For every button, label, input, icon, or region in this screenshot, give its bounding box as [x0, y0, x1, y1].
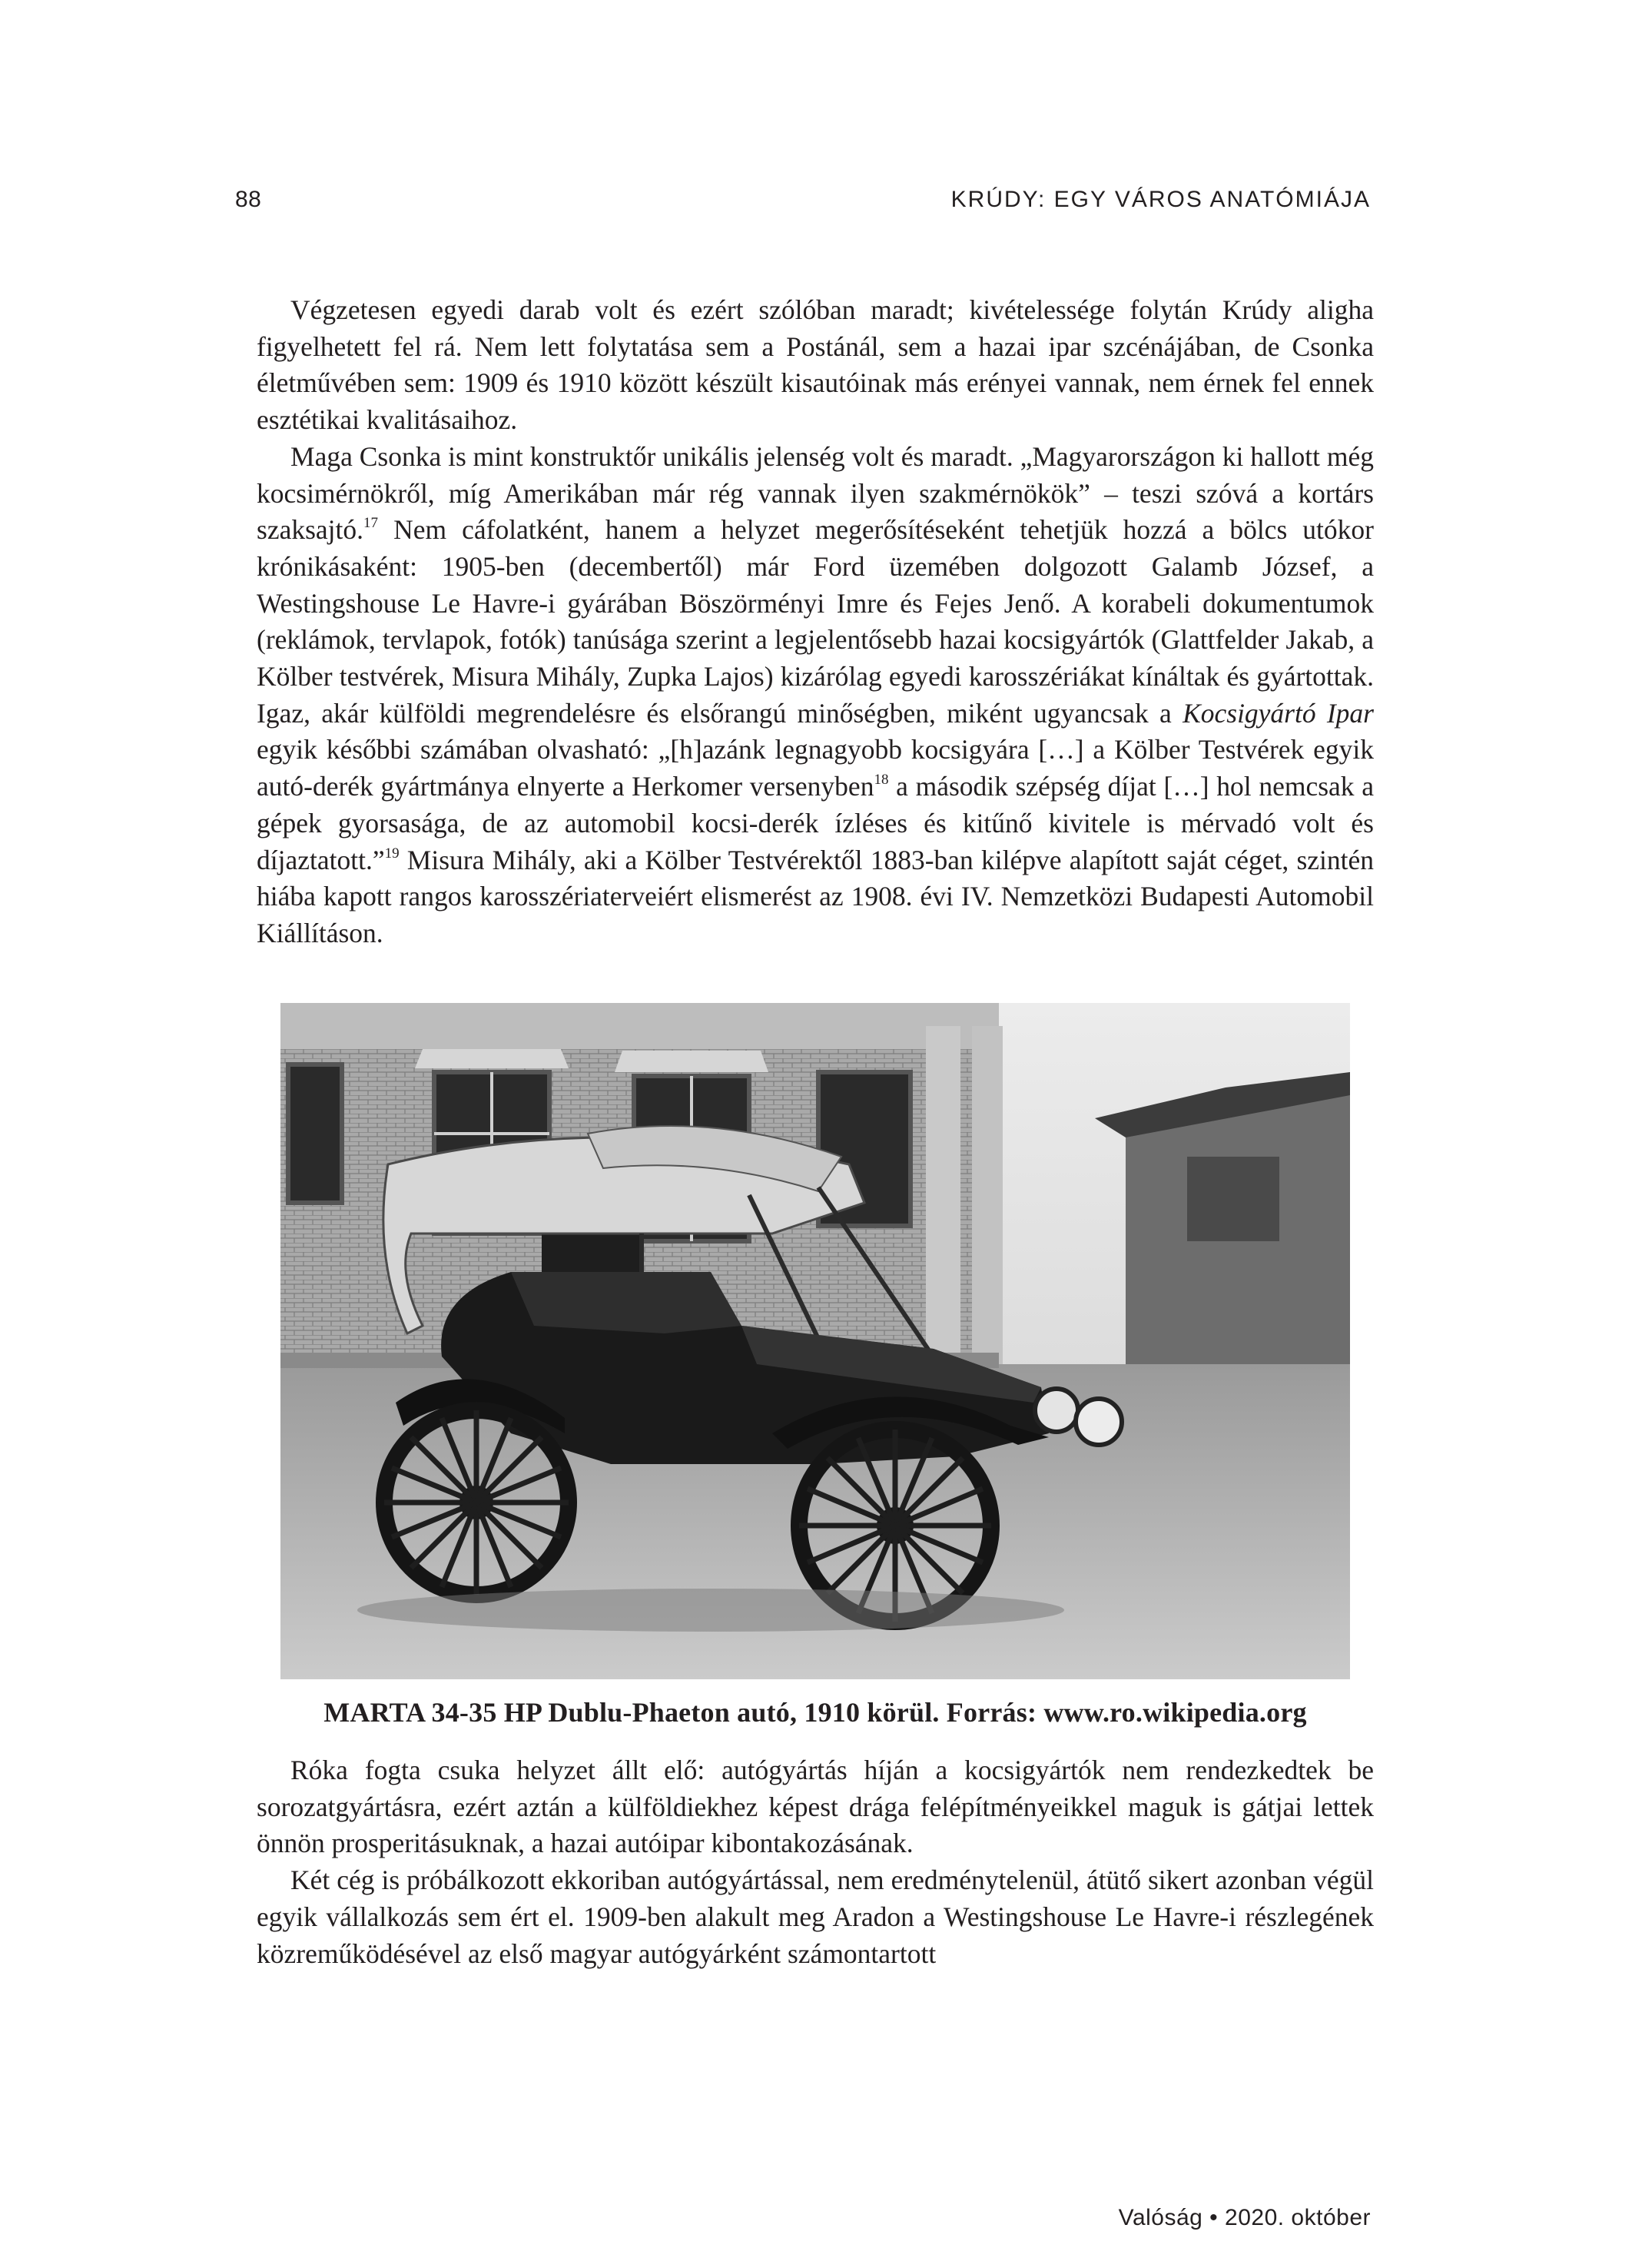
- paragraph-2-part-b: Nem cáfolatként, hanem a helyzet megerősítéseként tehetjük hozzá a bölcs utókor krónikásaként: 1905-ben (decembertől) már Ford üzemében dolgozott Galamb József, a Westingshouse Le Havre-i gyárában Böszörményi Imre és Fejes Jenő. A korabeli dokumentumok (reklámok, tervlapok, fotók) tanúsága szerint a legjelentősebb hazai kocsigyártók (Glattfelder Jakab, a Kölber testvérek, Misura Mihály, Zupka Lajos) kizárólag egyedi karosszériákat kínáltak és gyártottak. Igaz, akár külföldi megrendelésre és elsőrangú minőségben, miként ugyancsak a: [257, 514, 1374, 729]
- footer-journal-issue: Valóság • 2020. október: [1118, 2205, 1371, 2230]
- rear-wheel: [384, 1410, 569, 1595]
- journal-title-italic: Kocsigyártó Ipar: [1183, 697, 1374, 729]
- paragraph-1: Végzetesen egyedi darab volt és ezért szólóban maradt; kivételessége folytán Krúdy aligha figyelhetett fel rá. Nem lett folytatása sem a Postánál, sem a hazai ipar szcénájában, de Csonka életművében sem: 1909 és 1910 között készült kisautóinak más erényei vannak, nem érnek fel ennek esztétikai kvalitásaihoz.: [257, 294, 1374, 436]
- figure-caption: MARTA 34-35 HP Dublu-Phaeton autó, 1910 körül. Forrás: www.ro.wikipedia.org: [323, 1697, 1307, 1728]
- paragraph-4: Két cég is próbálkozott ekkoriban autógyártással, nem eredménytelenül, átütő sikert azonban végül egyik vállalkozás sem ért el. 1909-ben alakult meg Aradon a Westingshouse Le Havre-i részlegének közreműködésével az első magyar autógyárként számontartott: [257, 1865, 1374, 1969]
- page-number: 88: [235, 187, 262, 212]
- paragraph-2: [257, 439, 1374, 952]
- footnote-ref-18: 18: [874, 772, 889, 789]
- paragraph-2-part-e: Misura Mihály, aki a Kölber Testvérektől 1883-ban kilépve alapított saját céget, szintén hiába kapott rangos karosszériaterveiért elismerést az 1908. évi IV. Nemzetközi Budapesti Automobil Kiállításon.: [257, 844, 1374, 948]
- paragraph-2-part-c: egyik későbbi számában olvasható: „[h]azánk legnagyobb kocsigyára […] a Kölber Testvérek egyik autó-derék gyártmánya elnyerte a Herkomer versenyben: [257, 734, 1374, 802]
- body-text-top: [257, 292, 1374, 952]
- paragraph-3: Róka fogta csuka helyzet állt elő: autógyártás híján a kocsigyártók nem rendezkedtek be sorozatgyártásra, ezért aztán a külföldiekhez képest drága felépítményeikkel maguk is gátjai lettek önnön prosperitásuknak, a hazai autóipar kibontakozásának.: [257, 1755, 1374, 1859]
- footnote-ref-19: 19: [384, 845, 400, 862]
- running-title: KRÚDY: EGY VÁROS ANATÓMIÁJA: [950, 187, 1371, 212]
- paragraph-2-part-a: Maga Csonka is mint konstruktőr unikális jelenség volt és maradt. „Magyarországon ki hallott még kocsimérnökről, míg Amerikában már rég vannak ilyen szakmérnökök” – teszi szóvá a kortárs szaksajtó.: [257, 440, 1374, 546]
- body-text-bottom: [257, 1752, 1374, 1972]
- footnote-ref-17: 17: [363, 515, 379, 532]
- car-photograph: [280, 1003, 1350, 1679]
- paragraph-2-part-d: a második szépség díjat […] hol nemcsak a gépek gyorsasága, de az automobil kocsi-derék ízléses és kitűnő kivitele is mérvadó volt és díjaztatott.”: [257, 771, 1375, 875]
